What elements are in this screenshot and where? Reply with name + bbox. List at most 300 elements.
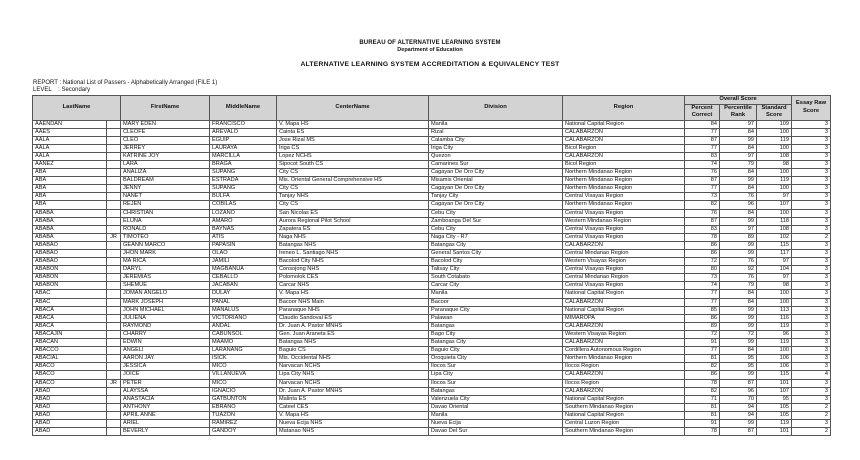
cell-standard-score: 108 (757, 152, 792, 160)
table-body (33, 120, 831, 436)
cell-lastname: ABABON (33, 266, 107, 274)
cell-centername: Mis. Oriental General Comprehensive HS (277, 177, 429, 185)
cell-lastname: ABABON (33, 282, 107, 290)
cell-centername: Cateel CES (277, 403, 429, 411)
cell-division: Iriga City (429, 144, 563, 152)
cell-division: Valenzuela City (429, 395, 563, 403)
cell-essay-score: 3 (792, 120, 831, 128)
cell-suffix (107, 258, 121, 266)
cell-centername: Aurora Regional Pilot School (277, 217, 429, 225)
cell-firstname: LARA (121, 160, 210, 168)
cell-middlename: MARCILLA (210, 152, 277, 160)
cell-division: Ilocos Sur (429, 363, 563, 371)
table-row (33, 225, 831, 233)
cell-percent-correct: 78 (685, 379, 720, 387)
cell-percent-correct: 83 (685, 225, 720, 233)
cell-division: Palawan (429, 314, 563, 322)
cell-middlename: EBRANO (210, 403, 277, 411)
cell-lastname: ABACO (33, 379, 107, 387)
cell-percent-correct: 78 (685, 233, 720, 241)
cell-percentile-rank: 99 (720, 419, 757, 427)
cell-division: Baguio City (429, 347, 563, 355)
cell-essay-score: 2 (792, 428, 831, 436)
cell-middlename: LAURAYA (210, 144, 277, 152)
cell-standard-score: 101 (757, 379, 792, 387)
cell-suffix (107, 330, 121, 338)
cell-standard-score: 100 (757, 290, 792, 298)
cell-essay-score: 3 (792, 193, 831, 201)
cell-percent-correct: 72 (685, 330, 720, 338)
col-standard-score: Standard Score (757, 104, 792, 120)
cell-firstname: TIMOTEO (121, 233, 210, 241)
cell-division: Carcar City (429, 282, 563, 290)
table-row (33, 250, 831, 258)
cell-essay-score: 3 (792, 379, 831, 387)
cell-percent-correct: 74 (685, 160, 720, 168)
cell-middlename: MANALUS (210, 306, 277, 314)
cell-standard-score: 98 (757, 160, 792, 168)
cell-percent-correct: 89 (685, 322, 720, 330)
bureau-heading: BUREAU OF ALTERNATIVE LEARNING SYSTEM (359, 40, 501, 46)
cell-percent-correct: 86 (685, 250, 720, 258)
cell-essay-score: 3 (792, 177, 831, 185)
cell-middlename: LARANANG (210, 347, 277, 355)
cell-region: CALABARZON (563, 128, 685, 136)
cell-essay-score: 2 (792, 411, 831, 419)
cell-standard-score: 109 (757, 120, 792, 128)
cell-centername: Dr. Juan A. Pastor MNHS (277, 322, 429, 330)
cell-division: Cagayan De Oro City (429, 169, 563, 177)
cell-essay-score: 3 (792, 419, 831, 427)
cell-division: Cagayan De Oro City (429, 185, 563, 193)
cell-standard-score: 100 (757, 144, 792, 152)
cell-percentile-rank: 99 (720, 371, 757, 379)
cell-lastname: ABACA (33, 322, 107, 330)
cell-lastname: ABAD (33, 387, 107, 395)
cell-lastname: ABAD (33, 428, 107, 436)
cell-standard-score: 119 (757, 419, 792, 427)
cell-centername: Dr. Juan A. Pastor MNHS (277, 387, 429, 395)
cell-division: Batangas City (429, 241, 563, 249)
cell-middlename: GATBUNTON (210, 395, 277, 403)
cell-essay-score: 3 (792, 266, 831, 274)
cell-division: Manila (429, 411, 563, 419)
cell-percent-correct: 82 (685, 363, 720, 371)
cell-percentile-rank: 95 (720, 355, 757, 363)
cell-centername: Malinta ES (277, 395, 429, 403)
cell-firstname: JENNY (121, 185, 210, 193)
cell-region: Ilocos Region (563, 379, 685, 387)
cell-region: National Capital Region (563, 306, 685, 314)
cell-middlename: IGNACIO (210, 387, 277, 395)
cell-suffix (107, 201, 121, 209)
cell-percentile-rank: 99 (720, 322, 757, 330)
cell-middlename: SUPANG (210, 185, 277, 193)
cell-suffix (107, 144, 121, 152)
cell-essay-score: 3 (792, 136, 831, 144)
table-row (33, 241, 831, 249)
cell-lastname: ABACA (33, 306, 107, 314)
cell-percentile-rank: 97 (720, 152, 757, 160)
cell-percent-correct: 83 (685, 152, 720, 160)
cell-middlename: ATIS (210, 233, 277, 241)
cell-standard-score: 98 (757, 282, 792, 290)
cell-region: Ilocos Region (563, 363, 685, 371)
cell-region: Central Luzon Region (563, 419, 685, 427)
cell-middlename: AREVALO (210, 128, 277, 136)
cell-percentile-rank: 84 (720, 290, 757, 298)
cell-middlename: VICTORIANO (210, 314, 277, 322)
department-heading: Department of Education (397, 47, 463, 53)
cell-suffix (107, 403, 121, 411)
cell-lastname: ABABA (33, 233, 107, 241)
cell-percent-correct: 81 (685, 403, 720, 411)
cell-region: Bicol Region (563, 160, 685, 168)
cell-middlename: SUPANG (210, 169, 277, 177)
cell-essay-score: 3 (792, 274, 831, 282)
cell-firstname: EDWIN (121, 339, 210, 347)
cell-essay-score: 3 (792, 355, 831, 363)
cell-division: Rizal (429, 128, 563, 136)
cell-percentile-rank: 99 (720, 177, 757, 185)
cell-firstname: JERREY (121, 144, 210, 152)
cell-division: Bacolod City (429, 258, 563, 266)
cell-middlename: MAAMO (210, 339, 277, 347)
table-row (33, 169, 831, 177)
cell-firstname: APRIL ANNE (121, 411, 210, 419)
table-row (33, 201, 831, 209)
cell-percent-correct: 82 (685, 201, 720, 209)
cell-lastname: ABAC (33, 298, 107, 306)
cell-percent-correct: 91 (685, 419, 720, 427)
cell-lastname: ABACCO (33, 347, 107, 355)
cell-percentile-rank: 84 (720, 347, 757, 355)
cell-region: Central Visayas Region (563, 282, 685, 290)
cell-division: Davao Oriental (429, 403, 563, 411)
cell-percent-correct: 76 (685, 209, 720, 217)
col-centername: CenterName (277, 96, 429, 121)
cell-region: Central Visayas Region (563, 266, 685, 274)
table-row (33, 233, 831, 241)
cell-region: Northern Mindanao Region (563, 201, 685, 209)
cell-suffix (107, 387, 121, 395)
cell-essay-score: 3 (792, 306, 831, 314)
table-row (33, 403, 831, 411)
cell-firstname: JHON MARK (121, 250, 210, 258)
cell-suffix (107, 322, 121, 330)
cell-suffix: JR (107, 233, 121, 241)
cell-centername: Tanjay NHS (277, 193, 429, 201)
cell-firstname: JULIENA (121, 314, 210, 322)
cell-suffix (107, 160, 121, 168)
cell-standard-score: 113 (757, 306, 792, 314)
cell-firstname: CLEOFE (121, 128, 210, 136)
cell-percent-correct: 81 (685, 355, 720, 363)
table-row (33, 428, 831, 436)
cell-middlename: EGUIP (210, 136, 277, 144)
cell-suffix (107, 339, 121, 347)
cell-division: Misamis Oriental (429, 177, 563, 185)
cell-centername: V. Mapa HS (277, 120, 429, 128)
cell-region: Central Visayas Region (563, 225, 685, 233)
cell-centername: V. Mapa HS (277, 411, 429, 419)
cell-region: National Capital Region (563, 290, 685, 298)
cell-lastname: ABABON (33, 274, 107, 282)
cell-firstname: ANGELI (121, 347, 210, 355)
cell-region: Western Visayas Region (563, 258, 685, 266)
cell-firstname: RAYMOND (121, 322, 210, 330)
cell-division: Quezon (429, 152, 563, 160)
cell-centername: Carcar NHS (277, 282, 429, 290)
cell-middlename: CABUNSOL (210, 330, 277, 338)
table-row (33, 387, 831, 395)
cell-firstname: SHEMUE (121, 282, 210, 290)
cell-centername: Bacoor NHS Main (277, 298, 429, 306)
cell-percent-correct: 77 (685, 347, 720, 355)
table-row (33, 136, 831, 144)
cell-centername: Consojong NHS (277, 266, 429, 274)
cell-essay-score: 3 (792, 201, 831, 209)
cell-essay-score: 3 (792, 330, 831, 338)
cell-percent-correct: 77 (685, 290, 720, 298)
table-header (33, 96, 831, 121)
cell-region: Bicol Region (563, 144, 685, 152)
cell-firstname: ANASTACIA (121, 395, 210, 403)
cell-suffix (107, 355, 121, 363)
cell-standard-score: 97 (757, 258, 792, 266)
col-middlename: MiddleName (210, 96, 277, 121)
cell-region: CALABARZON (563, 339, 685, 347)
cell-percentile-rank: 87 (720, 428, 757, 436)
cell-essay-score: 2 (792, 233, 831, 241)
cell-firstname: PETER (121, 379, 210, 387)
cell-standard-score: 107 (757, 387, 792, 395)
cell-essay-score: 3 (792, 298, 831, 306)
cell-suffix (107, 152, 121, 160)
table-row (33, 371, 831, 379)
table-row (33, 314, 831, 322)
cell-percent-correct: 73 (685, 193, 720, 201)
cell-middlename: MICO (210, 363, 277, 371)
cell-lastname: ABAD (33, 419, 107, 427)
cell-centername: Lopez NCHS (277, 152, 429, 160)
cell-percent-correct: 82 (685, 387, 720, 395)
cell-middlename: LOZANO (210, 209, 277, 217)
cell-percent-correct: 87 (685, 177, 720, 185)
cell-centername: Jose Rizal MS (277, 136, 429, 144)
cell-lastname: ABAD (33, 395, 107, 403)
cell-lastname: ABACA (33, 314, 107, 322)
cell-region: Western Mindanao Region (563, 217, 685, 225)
cell-region: CALABARZON (563, 152, 685, 160)
cell-firstname: AARON JAY (121, 355, 210, 363)
report-title: ALTERNATIVE LEARNING SYSTEM ACCREDITATION & EQUIVALENCY TEST (300, 61, 560, 68)
cell-middlename: ISICK (210, 355, 277, 363)
cell-standard-score: 117 (757, 250, 792, 258)
cell-firstname: CHARRY (121, 330, 210, 338)
cell-division: Paranaque City (429, 306, 563, 314)
cell-middlename: OLAO (210, 250, 277, 258)
cell-percentile-rank: 96 (720, 201, 757, 209)
col-firstname: FirstName (121, 96, 210, 121)
cell-division: Batangas (429, 387, 563, 395)
cell-lastname: ABABAO (33, 241, 107, 249)
cell-essay-score: 3 (792, 290, 831, 298)
cell-centername: Paranaque NHS (277, 306, 429, 314)
cell-lastname: ABABA (33, 217, 107, 225)
cell-firstname: NANET (121, 193, 210, 201)
cell-suffix (107, 136, 121, 144)
cell-essay-score: 3 (792, 209, 831, 217)
cell-percent-correct: 78 (685, 428, 720, 436)
cell-division: Cebu City (429, 225, 563, 233)
cell-standard-score: 119 (757, 322, 792, 330)
cell-lastname: ABA (33, 201, 107, 209)
cell-division: Tanjay City (429, 193, 563, 201)
cell-middlename: COBILAS (210, 201, 277, 209)
cell-suffix (107, 282, 121, 290)
cell-percentile-rank: 79 (720, 160, 757, 168)
cell-centername: Ireneo L. Santiago NHS (277, 250, 429, 258)
cell-region: Central Mindanao Region (563, 274, 685, 282)
cell-essay-score: 3 (792, 395, 831, 403)
cell-region: Central Visayas Region (563, 193, 685, 201)
cell-essay-score: 3 (792, 152, 831, 160)
col-percentile-rank: Percentile Rank (720, 104, 757, 120)
cell-firstname: MA RICA (121, 258, 210, 266)
cell-firstname: JOICE (121, 371, 210, 379)
cell-centername: Claudio Sandoval ES (277, 314, 429, 322)
cell-middlename: BULFA (210, 193, 277, 201)
cell-suffix (107, 120, 121, 128)
cell-suffix (107, 128, 121, 136)
cell-region: Northern Mindanao Region (563, 185, 685, 193)
cell-centername: Bacolod City NHS (277, 258, 429, 266)
cell-standard-score: 102 (757, 233, 792, 241)
cell-standard-score: 108 (757, 225, 792, 233)
table-row (33, 355, 831, 363)
cell-centername: Baguio CS (277, 347, 429, 355)
table-row (33, 347, 831, 355)
cell-centername: Gen. Juan Araneta ES (277, 330, 429, 338)
cell-division: Ilocos Sur (429, 379, 563, 387)
cell-essay-score: 3 (792, 217, 831, 225)
cell-firstname: CLEO (121, 136, 210, 144)
cell-essay-score: 3 (792, 169, 831, 177)
cell-centername: San Nicolas ES (277, 209, 429, 217)
cell-suffix (107, 177, 121, 185)
cell-lastname: ABA (33, 185, 107, 193)
cell-middlename: BRAGA (210, 160, 277, 168)
cell-essay-score: 3 (792, 314, 831, 322)
cell-centername: City CS (277, 201, 429, 209)
cell-region: MIMAROPA (563, 314, 685, 322)
cell-suffix (107, 266, 121, 274)
cell-firstname: KATRINE JOY (121, 152, 210, 160)
cell-percent-correct: 80 (685, 266, 720, 274)
table-row (33, 411, 831, 419)
cell-lastname: ABABAO (33, 258, 107, 266)
cell-essay-score: 3 (792, 144, 831, 152)
cell-suffix (107, 347, 121, 355)
cell-centername: Naga NHS (277, 233, 429, 241)
cell-middlename: FRANCISCO (210, 120, 277, 128)
cell-percent-correct: 87 (685, 136, 720, 144)
cell-essay-score: 3 (792, 250, 831, 258)
cell-firstname: ANALIZA (121, 169, 210, 177)
cell-region: Southern Mindanao Region (563, 403, 685, 411)
cell-standard-score: 100 (757, 347, 792, 355)
table-row (33, 152, 831, 160)
cell-percentile-rank: 79 (720, 282, 757, 290)
cell-suffix (107, 209, 121, 217)
cell-centername: Sipocot South CS (277, 160, 429, 168)
cell-firstname: ALAYSSA (121, 387, 210, 395)
cell-division: Manila (429, 290, 563, 298)
cell-percent-correct: 76 (685, 169, 720, 177)
cell-percentile-rank: 76 (720, 193, 757, 201)
cell-firstname: BEVERLY (121, 428, 210, 436)
cell-essay-score: 3 (792, 282, 831, 290)
cell-region: National Capital Region (563, 411, 685, 419)
cell-percent-correct: 77 (685, 128, 720, 136)
cell-suffix (107, 314, 121, 322)
cell-essay-score: 2 (792, 403, 831, 411)
cell-region: CALABARZON (563, 322, 685, 330)
cell-percentile-rank: 89 (720, 233, 757, 241)
cell-middlename: JACABAN (210, 282, 277, 290)
cell-suffix (107, 185, 121, 193)
cell-middlename: PAPASIN (210, 241, 277, 249)
cell-suffix (107, 298, 121, 306)
cell-standard-score: 105 (757, 403, 792, 411)
cell-percentile-rank: 76 (720, 274, 757, 282)
cell-firstname: RONALD (121, 225, 210, 233)
table-row (33, 258, 831, 266)
cell-division: Lipa City (429, 371, 563, 379)
cell-essay-score: 3 (792, 363, 831, 371)
cell-percentile-rank: 94 (720, 403, 757, 411)
cell-standard-score: 119 (757, 177, 792, 185)
cell-division: Calamba City (429, 136, 563, 144)
cell-essay-score: 3 (792, 347, 831, 355)
cell-standard-score: 105 (757, 411, 792, 419)
cell-percent-correct: 73 (685, 274, 720, 282)
cell-lastname: ABACO (33, 363, 107, 371)
cell-centername: City CS (277, 185, 429, 193)
cell-middlename: MAGBANUA (210, 266, 277, 274)
cell-standard-score: 118 (757, 217, 792, 225)
cell-lastname: AALA (33, 136, 107, 144)
cell-percentile-rank: 99 (720, 241, 757, 249)
cell-region: Northern Mindanao Region (563, 169, 685, 177)
cell-firstname: BALDREAM (121, 177, 210, 185)
cell-percentile-rank: 84 (720, 128, 757, 136)
cell-percentile-rank: 99 (720, 339, 757, 347)
cell-division: Bago City (429, 330, 563, 338)
cell-standard-score: 119 (757, 136, 792, 144)
table-row (33, 193, 831, 201)
cell-percentile-rank: 96 (720, 387, 757, 395)
cell-lastname: ABA (33, 193, 107, 201)
table-row (33, 298, 831, 306)
cell-percentile-rank: 95 (720, 363, 757, 371)
cell-centername: V. Mapa HS (277, 290, 429, 298)
cell-region: CALABARZON (563, 298, 685, 306)
cell-percentile-rank: 84 (720, 185, 757, 193)
cell-middlename: GANDOY (210, 428, 277, 436)
table-row (33, 363, 831, 371)
